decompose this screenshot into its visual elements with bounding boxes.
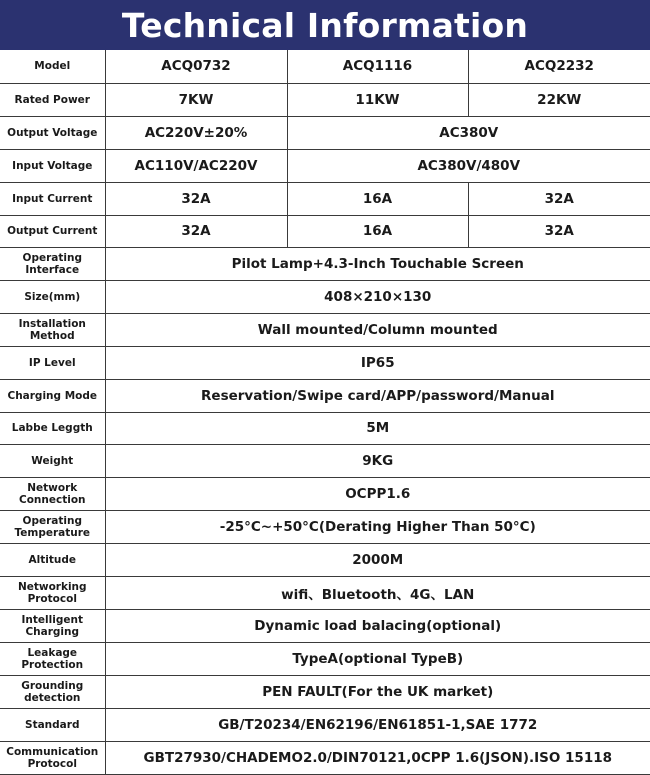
spec-value: 32A [468, 182, 650, 215]
spec-row-operating-interface [0, 247, 650, 280]
spec-label: Input Current [0, 182, 105, 215]
spec-value: GBT27930/CHADEMO2.0/DIN70121,0CPP 1.6(JSON).ISO 15118 [105, 741, 650, 774]
spec-value: AC220V±20% [105, 116, 287, 149]
spec-row-operating-temperature [0, 510, 650, 543]
spec-value: wifi、Bluetooth、4G、LAN [105, 576, 650, 609]
spec-row-rated-power [0, 83, 650, 116]
spec-value: 9KG [105, 444, 650, 477]
spec-label: Grounding detection [0, 675, 105, 708]
spec-value: Wall mounted/Column mounted [105, 313, 650, 346]
spec-label: Charging Mode [0, 379, 105, 412]
spec-row-installation-method [0, 313, 650, 346]
spec-value: Reservation/Swipe card/APP/password/Manual [105, 379, 650, 412]
spec-row-charging-mode [0, 379, 650, 412]
spec-value: 11KW [287, 83, 468, 116]
spec-value: 2000M [105, 543, 650, 576]
spec-value: 7KW [105, 83, 287, 116]
spec-row-model [0, 50, 650, 83]
spec-value: 16A [287, 182, 468, 215]
spec-value: Dynamic load balacing(optional) [105, 609, 650, 642]
spec-row-intelligent-charging [0, 609, 650, 642]
spec-value: ACQ0732 [105, 50, 287, 83]
spec-row-labbe-leggth [0, 412, 650, 444]
spec-value: ACQ2232 [468, 50, 650, 83]
spec-label: Leakage Protection [0, 642, 105, 675]
spec-row-standard [0, 708, 650, 741]
spec-label: Operating Temperature [0, 510, 105, 543]
spec-value: TypeA(optional TypeB) [105, 642, 650, 675]
spec-label: Size(mm) [0, 280, 105, 313]
spec-value: 22KW [468, 83, 650, 116]
spec-row-input-current [0, 182, 650, 215]
spec-label: Weight [0, 444, 105, 477]
spec-value: AC380V/480V [287, 149, 650, 182]
spec-row-input-voltage [0, 149, 650, 182]
spec-table-body [0, 50, 650, 774]
spec-row-output-voltage [0, 116, 650, 149]
spec-label: Communication Protocol [0, 741, 105, 774]
spec-value: GB/T20234/EN62196/EN61851-1,SAE 1772 [105, 708, 650, 741]
spec-value: AC110V/AC220V [105, 149, 287, 182]
spec-row-altitude [0, 543, 650, 576]
spec-table [0, 50, 650, 775]
spec-label: Intelligent Charging [0, 609, 105, 642]
spec-value: 16A [287, 215, 468, 247]
spec-label: Installation Method [0, 313, 105, 346]
spec-value: OCPP1.6 [105, 477, 650, 510]
spec-value: 408×210×130 [105, 280, 650, 313]
spec-row-ip-level [0, 346, 650, 379]
spec-label: Standard [0, 708, 105, 741]
spec-label: Altitude [0, 543, 105, 576]
spec-value: 32A [105, 182, 287, 215]
spec-value: IP65 [105, 346, 650, 379]
spec-row-grounding-detection [0, 675, 650, 708]
spec-value: ACQ1116 [287, 50, 468, 83]
spec-value: AC380V [287, 116, 650, 149]
spec-value: -25°C~+50°C(Derating Higher Than 50°C) [105, 510, 650, 543]
spec-row-communication-protocol [0, 741, 650, 774]
spec-label: Network Connection [0, 477, 105, 510]
spec-row-size-mm [0, 280, 650, 313]
page-title: Technical Information [0, 0, 650, 50]
spec-row-output-current [0, 215, 650, 247]
spec-label: Operating Interface [0, 247, 105, 280]
spec-value: Pilot Lamp+4.3-Inch Touchable Screen [105, 247, 650, 280]
spec-label: Output Voltage [0, 116, 105, 149]
spec-value: 32A [468, 215, 650, 247]
spec-label: Model [0, 50, 105, 83]
spec-row-network-connection [0, 477, 650, 510]
spec-label: Networking Protocol [0, 576, 105, 609]
spec-row-networking-protocol [0, 576, 650, 609]
spec-label: Input Voltage [0, 149, 105, 182]
spec-label: Rated Power [0, 83, 105, 116]
spec-value: PEN FAULT(For the UK market) [105, 675, 650, 708]
spec-value: 5M [105, 412, 650, 444]
spec-row-leakage-protection [0, 642, 650, 675]
spec-label: Labbe Leggth [0, 412, 105, 444]
spec-row-weight [0, 444, 650, 477]
spec-label: Output Current [0, 215, 105, 247]
spec-value: 32A [105, 215, 287, 247]
spec-label: IP Level [0, 346, 105, 379]
